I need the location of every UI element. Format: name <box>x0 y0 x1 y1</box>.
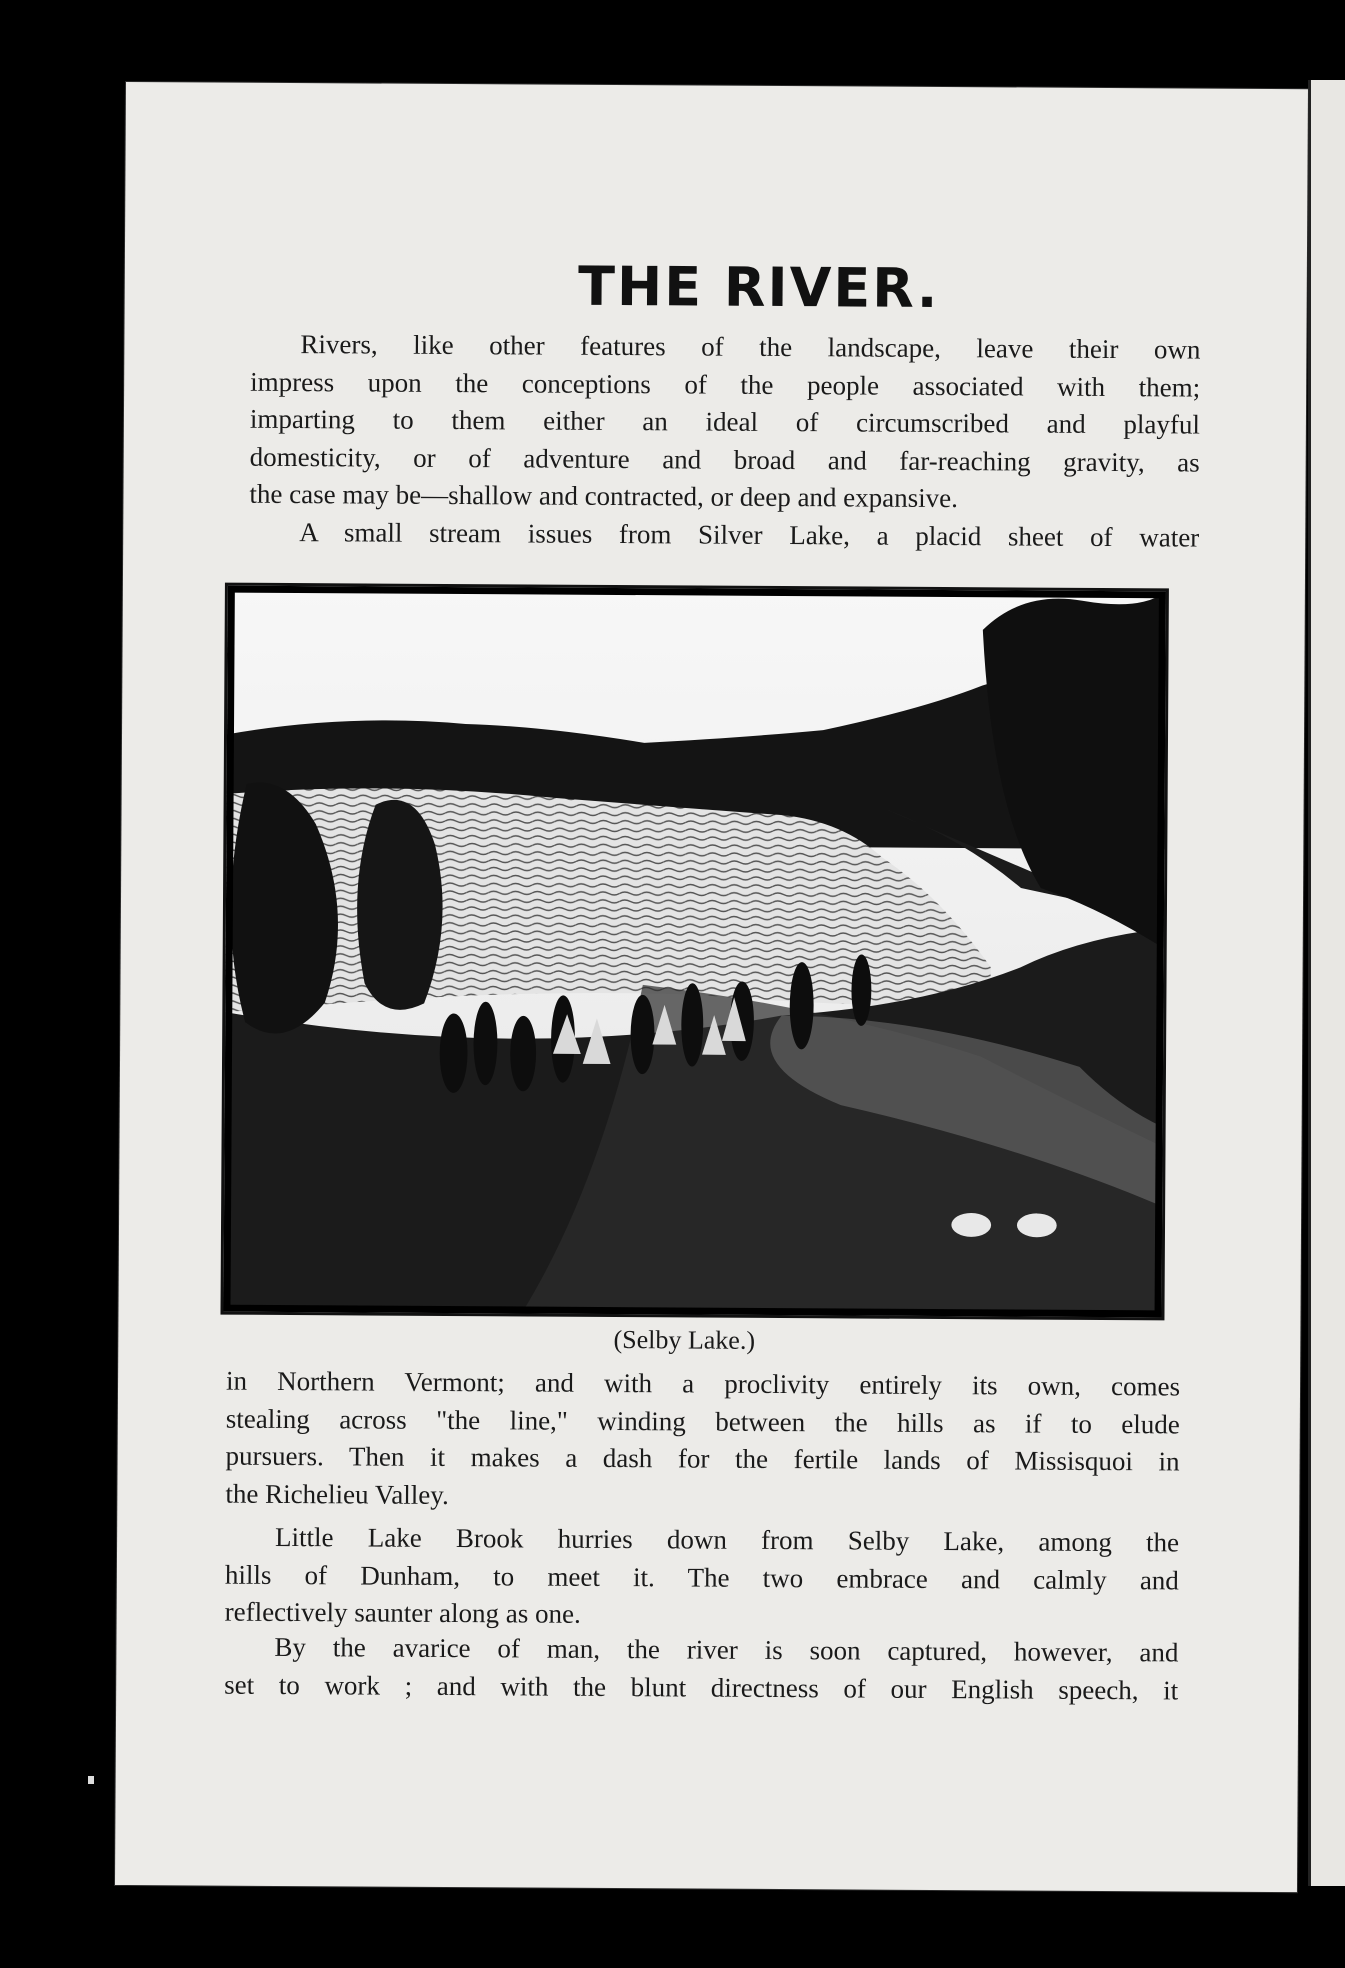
text-line: Rivers, like other features of the landscape, leave their own <box>300 329 1201 365</box>
paragraph-little-lake-brook <box>225 1519 1180 1637</box>
text-line: A small stream issues from Silver Lake, a placid sheet of water <box>299 516 1200 553</box>
text-line: reflectively saunter along as one. <box>224 1596 581 1629</box>
margin-speck <box>88 1776 94 1784</box>
page-title: THE RIVER. <box>577 254 940 320</box>
text-line: impress upon the conceptions of the people associated with them; <box>250 366 1201 403</box>
paragraph-avarice <box>224 1629 1178 1710</box>
text-line: the case may be—shallow and contracted, or deep and expansive. <box>249 478 959 514</box>
paragraph-rivers <box>249 326 1200 557</box>
text-line: hills of Dunham, to meet it. The two embrace and calmly and <box>224 1559 1179 1595</box>
text-line: pursuers. Then it makes a dash for the fertile lands of Missisquoi in <box>225 1440 1180 1477</box>
lake-photo-image <box>223 586 1165 1318</box>
adjacent-page-edge <box>1308 80 1345 1886</box>
text-line: domesticity, or of adventure and broad and far-reaching gravity, as <box>249 441 1200 478</box>
text-line: in Northern Vermont; and with a proclivity entirely its own, comes <box>225 1365 1181 1402</box>
selby-lake-photograph <box>220 583 1168 1321</box>
text-line: stealing across "the line," winding between the hills as if to elude <box>225 1403 1180 1439</box>
text-line: set to work ; and with the blunt directness of our English speech, it <box>224 1669 1179 1705</box>
text-line: imparting to them either an ideal of circumscribed and playful <box>249 403 1201 440</box>
text-line: the Richelieu Valley. <box>225 1478 449 1510</box>
paragraph-northern-vermont <box>225 1363 1180 1519</box>
book-page <box>115 82 1308 1892</box>
text-line: By the avarice of man, the river is soon captured, however, and <box>274 1631 1179 1668</box>
photo-caption: (Selby Lake.) <box>613 1325 756 1355</box>
text-line: Little Lake Brook hurries down from Selby Lake, among the <box>275 1521 1180 1558</box>
